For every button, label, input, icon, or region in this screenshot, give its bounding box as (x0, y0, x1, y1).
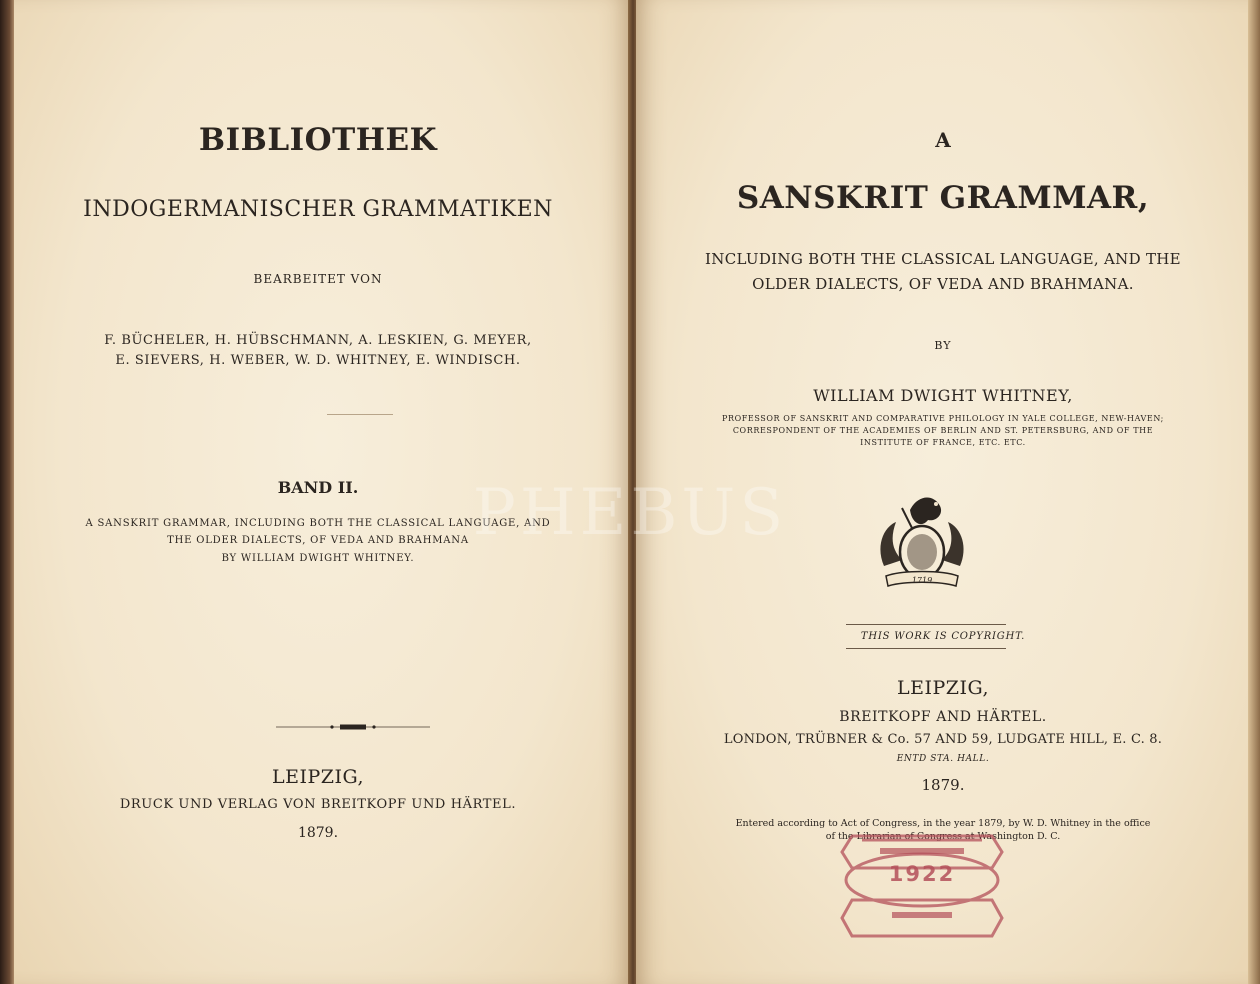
copyright-rule-bottom (846, 648, 1006, 649)
title-article: A (935, 128, 951, 152)
volume-number: BAND II. (277, 478, 359, 497)
author-name: WILLIAM DWIGHT WHITNEY, (813, 386, 1073, 405)
book-edge-right (1248, 0, 1260, 984)
edited-by-label: BEARBEITET VON (253, 272, 383, 286)
left-place: LEIPZIG, (271, 766, 365, 788)
stamp-year: 1922 (888, 862, 956, 886)
entered-stationers-hall: ENTD STA. HALL. (896, 754, 990, 764)
london-imprint: LONDON, TRÜBNER & Co. 57 AND 59, LUDGATE HILL, E. C. 8. (723, 732, 1163, 747)
divider-rule (327, 414, 393, 415)
publisher-emblem-icon (872, 488, 972, 600)
right-publisher: BREITKOPF AND HÄRTEL. (839, 709, 1047, 725)
authors-line-2: E. SIEVERS, H. WEBER, W. D. WHITNEY, E. WINDISCH. (115, 353, 521, 368)
subtitle-line-2: OLDER DIALECTS, OF VEDA AND BRAHMANA. (752, 275, 1134, 293)
left-year: 1879. (297, 825, 339, 841)
by-label: BY (934, 339, 952, 352)
series-title: BIBLIOTHEK (198, 122, 438, 158)
congress-entry-line-2: of the Librarian of Congress at Washington D. C. (825, 831, 1061, 842)
subtitle-line-1: INCLUDING BOTH THE CLASSICAL LANGUAGE, AND THE (705, 250, 1181, 268)
credentials-line-2: CORRESPONDENT OF THE ACADEMIES OF BERLIN AND ST. PETERSBURG, AND OF THE (732, 426, 1154, 435)
volume-description-line-2: THE OLDER DIALECTS, OF VEDA AND BRAHMANA (167, 535, 469, 546)
credentials-line-3: INSTITUTE OF FRANCE, ETC. ETC. (860, 438, 1026, 447)
authors-line-1: F. BÜCHELER, H. HÜBSCHMANN, A. LESKIEN, G. MEYER, (104, 333, 532, 348)
volume-description-line-3: BY WILLIAM DWIGHT WHITNEY. (221, 553, 415, 564)
left-publisher: DRUCK UND VERLAG VON BREITKOPF UND HÄRTEL. (119, 797, 517, 812)
ornament-divider-icon (276, 724, 430, 730)
copyright-notice: THIS WORK IS COPYRIGHT. (860, 631, 1026, 642)
book-title: SANSKRIT GRAMMAR, (736, 180, 1150, 216)
series-subtitle: INDOGERMANISCHER GRAMMATIKEN (83, 197, 553, 222)
emblem-year: 1719 (911, 576, 933, 585)
right-year: 1879. (921, 776, 965, 794)
right-place: LEIPZIG, (896, 677, 990, 699)
volume-description-line-1: A SANSKRIT GRAMMAR, INCLUDING BOTH THE CLASSICAL LANGUAGE, AND (85, 518, 551, 529)
watermark-text: PHEBUS (472, 476, 788, 550)
credentials-line-1: PROFESSOR OF SANSKRIT AND COMPARATIVE PHILOLOGY IN YALE COLLEGE, NEW-HAVEN; (722, 414, 1164, 423)
copyright-rule-top (846, 624, 1006, 625)
library-stamp-icon (832, 828, 1012, 956)
congress-entry-line-1: Entered according to Act of Congress, in the year 1879, by W. D. Whitney in the office (735, 818, 1151, 829)
